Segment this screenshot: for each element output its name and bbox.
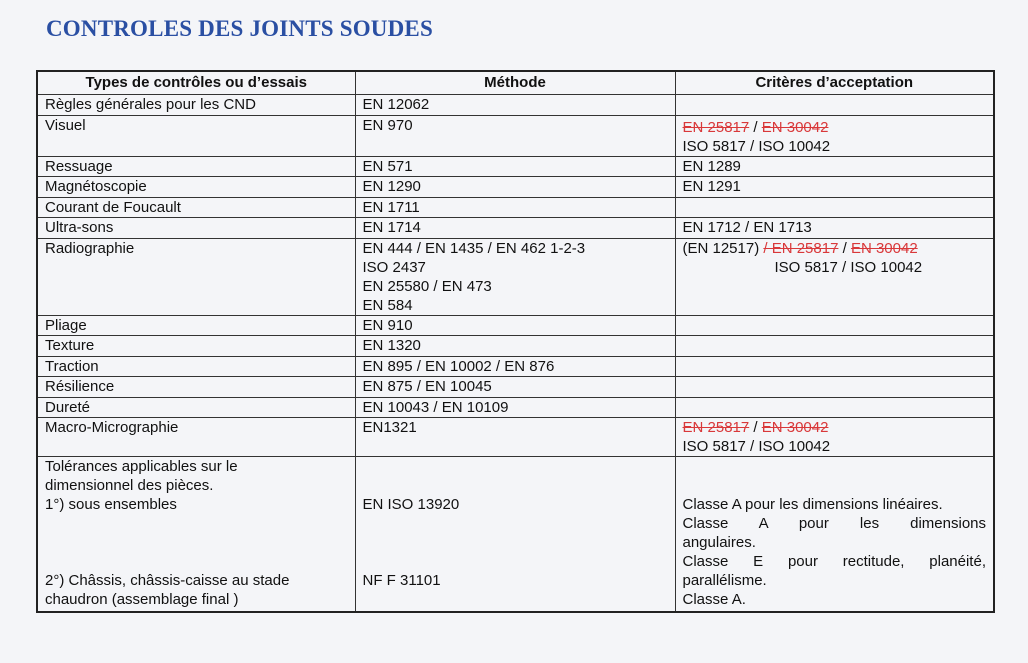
methode-cell: EN 1714 — [355, 218, 675, 239]
struck-norm: EN 25817 — [682, 118, 750, 136]
methode-cell: EN 10043 / EN 10109 — [355, 397, 675, 418]
critere-cell: EN 1712 / EN 1713 — [675, 218, 994, 239]
methode-line: NF F 31101 — [362, 572, 441, 589]
critere-cell — [675, 418, 994, 457]
type-cell: Radiographie — [37, 238, 355, 315]
critere-line: Classe A pour les dimensions linéaires. — [682, 496, 943, 513]
table-row — [37, 156, 994, 177]
critere-line: parallélisme. — [682, 572, 767, 589]
table-row — [37, 238, 994, 315]
type-line: chaudron (assemblage final ) — [45, 591, 239, 608]
critere-line: Classe A. — [682, 591, 746, 608]
table-row — [37, 397, 994, 418]
type-line: 1°) sous ensembles — [45, 496, 177, 513]
type-cell: Traction — [37, 356, 355, 377]
type-line: 2°) Châssis, châssis-caisse au stade — [45, 572, 290, 589]
critere-cell — [675, 197, 994, 218]
struck-norm: EN 25817 — [682, 419, 750, 436]
struck-norm: EN 30042 — [850, 239, 918, 257]
table-row — [37, 377, 994, 398]
separator: / — [749, 419, 762, 436]
type-cell: Texture — [37, 336, 355, 357]
page-title: CONTROLES DES JOINTS SOUDES — [46, 16, 433, 41]
type-cell — [37, 457, 355, 613]
critere-line: angulaires. — [682, 534, 756, 551]
table-row — [37, 315, 994, 336]
methode-cell: EN 1711 — [355, 197, 675, 218]
critere-line: Classe E pour rectitude, planéité, — [682, 553, 986, 570]
type-line: Tolérances applicables sur le — [45, 458, 238, 475]
critere-line: ISO 5817 / ISO 10042 — [682, 137, 831, 155]
type-cell: Macro-Micrographie — [37, 418, 355, 457]
table-header-row — [37, 71, 994, 95]
separator: / — [838, 239, 851, 257]
methode-cell: EN 910 — [355, 315, 675, 336]
type-cell: Courant de Foucault — [37, 197, 355, 218]
methode-cell: EN 970 — [355, 115, 675, 156]
methode-line: EN 444 / EN 1435 / EN 462 1-2-3 — [362, 239, 586, 257]
separator: / — [749, 118, 762, 136]
header-criteres: Critères d’acceptation — [675, 71, 994, 95]
table-row — [37, 418, 994, 457]
methode-cell: EN 571 — [355, 156, 675, 177]
type-cell: Ressuage — [37, 156, 355, 177]
methode-cell: EN 1320 — [355, 336, 675, 357]
methode-cell — [355, 238, 675, 315]
methode-cell: EN 1290 — [355, 177, 675, 198]
critere-cell: EN 1289 — [675, 156, 994, 177]
type-cell: Magnétoscopie — [37, 177, 355, 198]
type-cell: Règles générales pour les CND — [37, 95, 355, 116]
critere-line: ISO 5817 / ISO 10042 — [682, 438, 831, 455]
struck-norm: EN 30042 — [761, 419, 829, 436]
type-cell: Dureté — [37, 397, 355, 418]
type-line: dimensionnel des pièces. — [45, 477, 214, 494]
methode-line: EN ISO 13920 — [362, 496, 460, 513]
critere-cell — [675, 457, 994, 613]
type-cell: Visuel — [37, 115, 355, 156]
struck-norm: / EN 25817 — [763, 239, 839, 257]
critere-cell — [675, 336, 994, 357]
controls-table — [36, 70, 995, 613]
critere-cell — [675, 238, 994, 315]
methode-line: EN 584 — [362, 296, 413, 314]
critere-cell — [675, 315, 994, 336]
type-cell: Ultra-sons — [37, 218, 355, 239]
header-methode: Méthode — [355, 71, 675, 95]
methode-cell — [355, 457, 675, 613]
methode-cell: EN 895 / EN 10002 / EN 876 — [355, 356, 675, 377]
critere-line: ISO 5817 / ISO 10042 — [774, 258, 923, 276]
table-row — [37, 218, 994, 239]
critere-cell — [675, 397, 994, 418]
critere-cell — [675, 377, 994, 398]
critere-prefix: (EN 12517) — [682, 239, 764, 257]
table-row — [37, 177, 994, 198]
methode-cell: EN 875 / EN 10045 — [355, 377, 675, 398]
table-row — [37, 356, 994, 377]
critere-cell — [675, 95, 994, 116]
critere-cell: EN 1291 — [675, 177, 994, 198]
struck-norm: EN 30042 — [761, 118, 829, 136]
methode-line: ISO 2437 — [362, 258, 426, 276]
header-types: Types de contrôles ou d’essais — [37, 71, 355, 95]
table-row — [37, 197, 994, 218]
table-row — [37, 95, 994, 116]
critere-cell — [675, 356, 994, 377]
table-row — [37, 457, 994, 613]
methode-cell: EN1321 — [355, 418, 675, 457]
type-cell: Pliage — [37, 315, 355, 336]
methode-cell: EN 12062 — [355, 95, 675, 116]
table-row — [37, 115, 994, 156]
critere-line: Classe A pour les dimensions — [682, 515, 986, 532]
methode-line: EN 25580 / EN 473 — [362, 277, 492, 295]
table-row — [37, 336, 994, 357]
critere-cell — [675, 115, 994, 156]
type-cell: Résilience — [37, 377, 355, 398]
